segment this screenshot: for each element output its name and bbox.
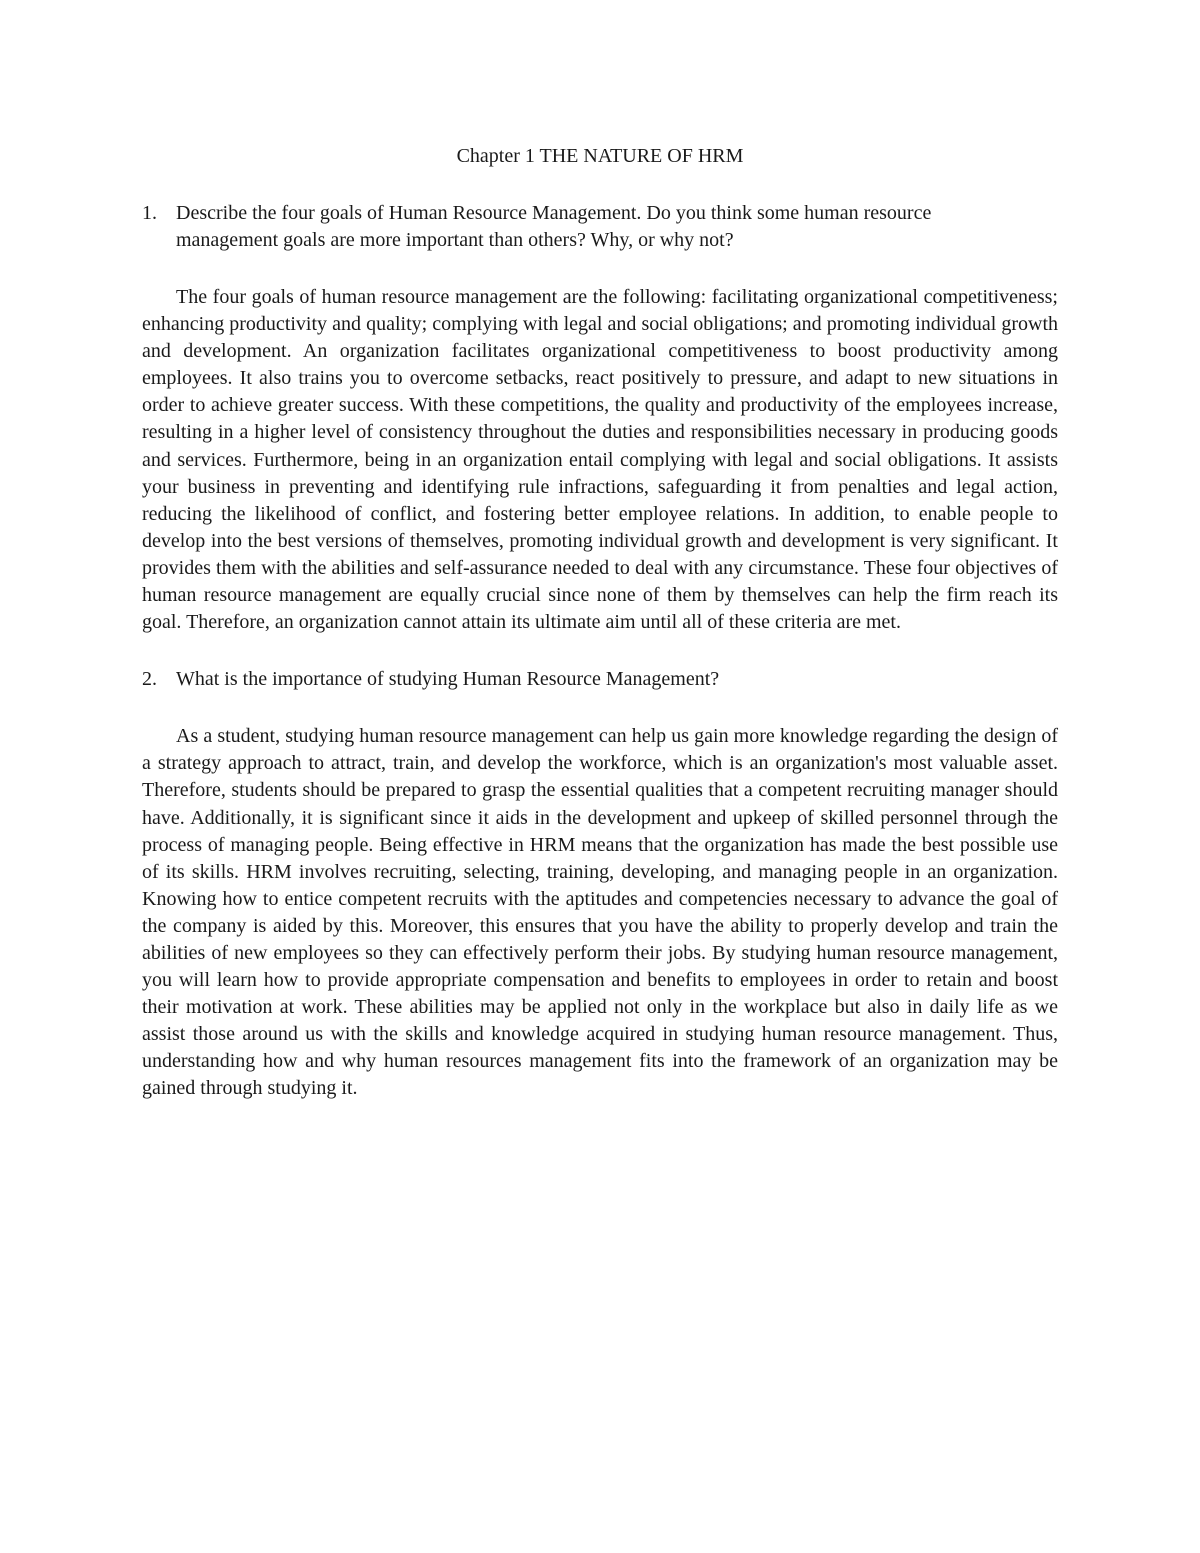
document-body	[142, 143, 1058, 1133]
answer-1: The four goals of human resource management are the following: facilitating organizational competitiveness; enhancing productivity and quality; complying with legal and social obligations; and promoting individual growth and development. An organization facilitates organizational competitiveness to boost productivity among employees. It also trains you to overcome setbacks, react positively to pressure, and adapt to new situations in order to achieve greater success. With these competitions, the quality and productivity of the employees increase, resulting in a higher level of consistency throughout the duties and responsibilities necessary in producing goods and services. Furthermore, being in an organization entail complying with legal and social obligations. It assists your business in preventing and identifying rule infractions, safeguarding it from penalties and legal action, reducing the likelihood of conflict, and fostering better employee relations. In addition, to enable people to develop into the best versions of themselves, promoting individual growth and development is very significant. It provides them with the abilities and self-assurance needed to deal with any circumstance. These four objectives of human resource management are equally crucial since none of them by themselves can help the firm reach its goal. Therefore, an organization cannot attain its ultimate aim until all of these criteria are met.	[142, 286, 1058, 634]
question-1	[142, 200, 1058, 254]
question-number: 2.	[142, 668, 157, 691]
answer-2: As a student, studying human resource management can help us gain more knowledge regarding the design of a strategy approach to attract, train, and develop the workforce, which is an organization's most valuable asset. Therefore, students should be prepared to grasp the essential qualities that a competent recruiting manager should have. Additionally, it is significant since it aids in the development and upkeep of skilled personnel through the process of managing people. Being effective in HRM means that the organization has made the best possible use of its skills. HRM involves recruiting, selecting, training, developing, and managing people in an organization. Knowing how to entice competent recruits with the aptitudes and competencies necessary to advance the goal of the company is aided by this. Moreover, this ensures that you have the ability to properly develop and train the abilities of new employees so they can effectively perform their jobs. By studying human resource management, you will learn how to provide appropriate compensation and benefits to employees in order to retain and boost their motivation at work. These abilities may be applied not only in the workplace but also in daily life as we assist those around us with the skills and knowledge acquired in studying human resource management. Thus, understanding how and why human resources management fits into the framework of an organization may be gained through studying it.	[142, 725, 1058, 1100]
question-text: What is the importance of studying Human Resource Management?	[176, 668, 720, 691]
page-title: Chapter 1 THE NATURE OF HRM	[456, 145, 744, 167]
question-number: 1.	[142, 202, 157, 224]
question-2	[142, 666, 1058, 693]
question-text: Describe the four goals of Human Resource Management. Do you think some human resource management goals are more important than others? Why, or why not?	[176, 202, 932, 251]
